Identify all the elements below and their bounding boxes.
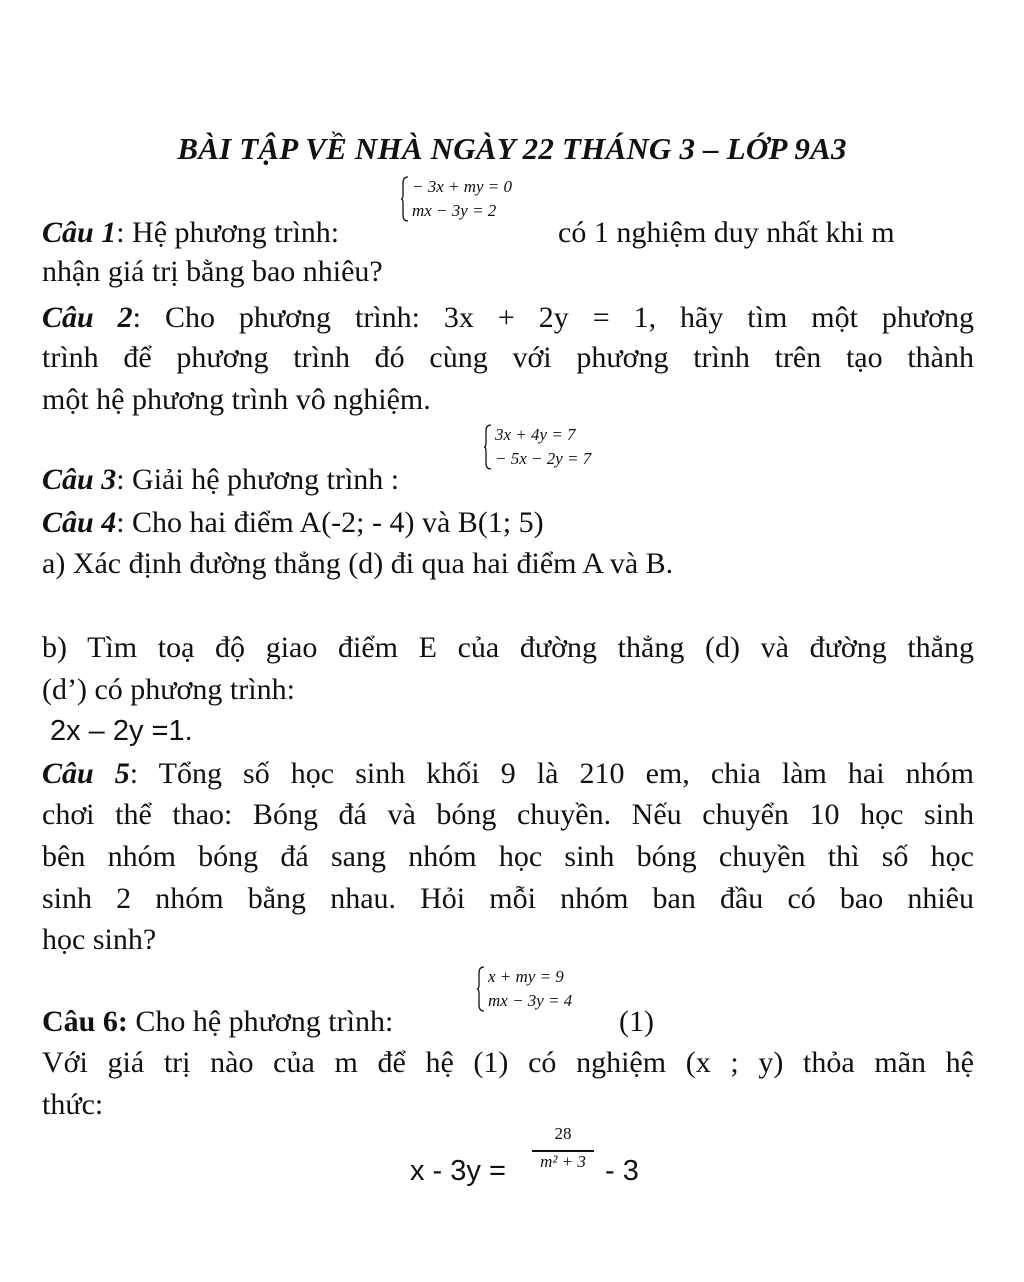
q4-line-1 — [42, 505, 974, 541]
q3-label: Câu 3 — [42, 463, 117, 496]
q3-pre: : Giải hệ phương trình : — [116, 463, 400, 496]
worksheet-title: BÀI TẬP VỀ NHÀ NGÀY 22 THÁNG 3 – LỚP 9A3 — [177, 131, 847, 166]
q1-equation-2: mx − 3y = 2 — [412, 201, 497, 220]
q1-label: Câu 1 — [42, 216, 117, 249]
q2-label: Câu 2 — [42, 301, 133, 334]
q2-line-2: trình để phương trình đó cùng với phương trình trên tạo thành — [42, 341, 974, 374]
q5-line-1-text: : Tổng số học sinh khối 9 là 210 em, chia làm hai nhóm — [129, 757, 974, 790]
q3-equation-2: − 5x − 2y = 7 — [495, 449, 592, 468]
fraction-denominator: m² + 3 — [540, 1152, 586, 1171]
q5-line-4: sinh 2 nhóm bằng nhau. Hỏi mỗi nhóm ban đầu có bao nhiêu — [42, 882, 974, 915]
q6-label: Câu 6: — [42, 1005, 128, 1038]
q6-equation-2: mx − 3y = 4 — [488, 991, 573, 1010]
q4-part-a: a) Xác định đường thẳng (d) đi qua hai điểm A và B. — [42, 547, 674, 580]
q5-line-5: học sinh? — [42, 923, 157, 956]
q3-equation-1: 3x + 4y = 7 — [495, 425, 576, 444]
q1-line-2: nhận giá trị bằng bao nhiêu? — [42, 255, 383, 288]
q1-line-1 — [42, 215, 339, 251]
q4-part-b-line-2: (d’) có phương trình: — [42, 673, 295, 706]
q6-formula-right: - 3 — [605, 1155, 639, 1187]
fraction-numerator: 28 — [554, 1124, 572, 1143]
q4-label: Câu 4 — [42, 506, 117, 539]
q4-line-1-text: : Cho hai điểm A(-2; - 4) và B(1; 5) — [116, 506, 544, 539]
q6-formula-left: x - 3y = — [410, 1155, 506, 1187]
brace-icon — [483, 423, 492, 471]
q4-part-b-line-1: b) Tìm toạ độ giao điểm E của đường thẳng (d) và đường thẳng — [42, 631, 974, 664]
brace-icon — [400, 175, 409, 223]
q2-line-1-text: : Cho phương trình: 3x + 2y = 1, hãy tìm một phương — [132, 301, 974, 334]
q2-line-3: một hệ phương trình vô nghiệm. — [42, 383, 431, 416]
q5-line-2: chơi thể thao: Bóng đá và bóng chuyền. Nếu chuyển 10 học sinh — [42, 798, 974, 831]
q6-equation-1: x + my = 9 — [488, 967, 564, 986]
q6-tag: (1) — [619, 1005, 654, 1038]
q1-equation-1: − 3x + my = 0 — [412, 177, 513, 196]
q5-line-3: bên nhóm bóng đá sang nhóm học sinh bóng chuyền thì số học — [42, 840, 974, 873]
q6-line-2: Với giá trị nào của m để hệ (1) có nghiệm (x ; y) thỏa mãn hệ — [42, 1046, 974, 1079]
q1-post: có 1 nghiệm duy nhất khi m — [558, 216, 895, 249]
q6-formula-fraction — [528, 1124, 598, 1180]
q5-label: Câu 5 — [42, 757, 130, 790]
q6-line-1 — [42, 1004, 393, 1040]
q2-line-1 — [42, 300, 974, 336]
q6-line-3: thức: — [42, 1088, 104, 1121]
brace-icon — [476, 965, 485, 1013]
q1-pre: : Hệ phương trình: — [116, 216, 340, 249]
q6-pre: Cho hệ phương trình: — [127, 1005, 394, 1038]
q3-line-1 — [42, 462, 399, 498]
q5-line-1 — [42, 756, 974, 792]
q4-part-b-line-3: 2x – 2y =1. — [50, 715, 193, 747]
